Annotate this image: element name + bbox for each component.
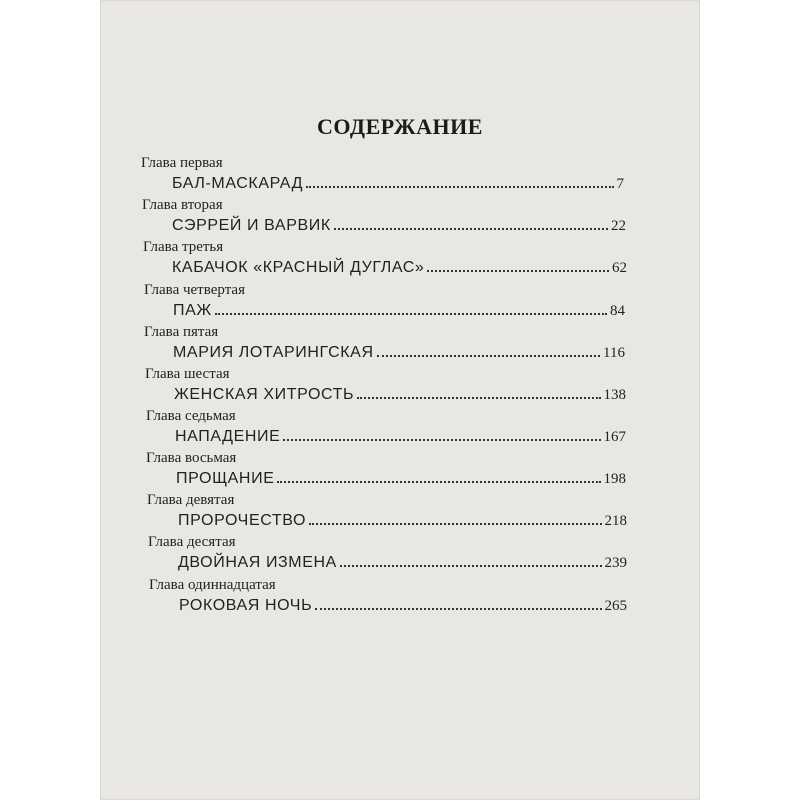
page-number: 138: [603, 387, 626, 403]
toc-entry: [145, 365, 626, 409]
chapter-number: Глава первая: [141, 155, 223, 171]
dot-leader: [309, 523, 602, 525]
chapter-title: МАРИЯ ЛОТАРИНГСКАЯ: [173, 344, 374, 361]
toc-entry: [146, 407, 626, 451]
page-number: 7: [616, 176, 624, 192]
toc-entry: [142, 196, 626, 240]
toc-line: [173, 300, 625, 322]
toc-entry: [141, 154, 624, 198]
toc-entry: [148, 533, 627, 577]
chapter-number: Глава вторая: [142, 197, 223, 213]
chapter-title: ЖЕНСКАЯ ХИТРОСТЬ: [174, 386, 355, 403]
toc-line: [175, 426, 626, 448]
page-number: 198: [603, 471, 626, 487]
dot-leader: [306, 186, 613, 188]
toc-line: [172, 173, 624, 195]
page-number: 62: [612, 260, 627, 276]
chapter-title: ПАЖ: [173, 302, 212, 319]
dot-leader: [340, 565, 602, 567]
dot-leader: [277, 481, 600, 483]
toc-line: [178, 552, 627, 574]
chapter-title: КАБАЧОК «КРАСНЫЙ ДУГЛАС»: [172, 259, 425, 276]
book-page: [100, 0, 700, 800]
dot-leader: [357, 397, 600, 399]
dot-leader: [427, 270, 609, 272]
toc-entry: [147, 491, 627, 535]
dot-leader: [315, 608, 601, 610]
chapter-title: ПРОЩАНИЕ: [176, 470, 275, 487]
toc-entry: [143, 238, 627, 282]
chapter-number: Глава одиннадцатая: [149, 577, 276, 593]
toc-line: [176, 468, 626, 490]
toc-line: [172, 215, 626, 237]
toc-line: [173, 342, 625, 364]
toc-entry: [149, 576, 627, 620]
page-number: 22: [611, 218, 626, 234]
toc-entry: [144, 281, 625, 325]
chapter-number: Глава четвертая: [144, 282, 245, 298]
chapter-title: РОКОВАЯ НОЧЬ: [179, 597, 313, 614]
chapter-number: Глава десятая: [148, 534, 236, 550]
chapter-number: Глава пятая: [144, 324, 219, 340]
toc-entry: [146, 449, 626, 493]
toc-line: [172, 257, 627, 279]
chapter-number: Глава девятая: [147, 492, 235, 508]
page-number: 265: [604, 598, 627, 614]
chapter-title: ПРОРОЧЕСТВО: [178, 512, 306, 529]
chapter-number: Глава шестая: [145, 366, 230, 382]
toc-title: СОДЕРЖАНИЕ: [317, 114, 483, 139]
toc-line: [178, 510, 627, 532]
page-number: 116: [603, 345, 625, 361]
chapter-number: Глава седьмая: [146, 408, 236, 424]
page-number: 167: [603, 429, 626, 445]
page-number: 218: [604, 513, 627, 529]
page-number: 239: [604, 555, 627, 571]
dot-leader: [334, 228, 608, 230]
chapter-title: СЭРРЕЙ И ВАРВИК: [172, 217, 331, 234]
dot-leader: [283, 439, 600, 441]
toc-line: [174, 384, 626, 406]
chapter-number: Глава восьмая: [146, 450, 237, 466]
page-number: 84: [610, 303, 625, 319]
toc-entry: [144, 323, 625, 367]
dot-leader: [215, 313, 607, 315]
chapter-title: БАЛ-МАСКАРАД: [172, 175, 304, 192]
dot-leader: [377, 355, 600, 357]
chapter-number: Глава третья: [143, 239, 224, 255]
chapter-title: НАПАДЕНИЕ: [175, 428, 281, 445]
toc-line: [179, 595, 627, 617]
chapter-title: ДВОЙНАЯ ИЗМЕНА: [178, 554, 337, 571]
